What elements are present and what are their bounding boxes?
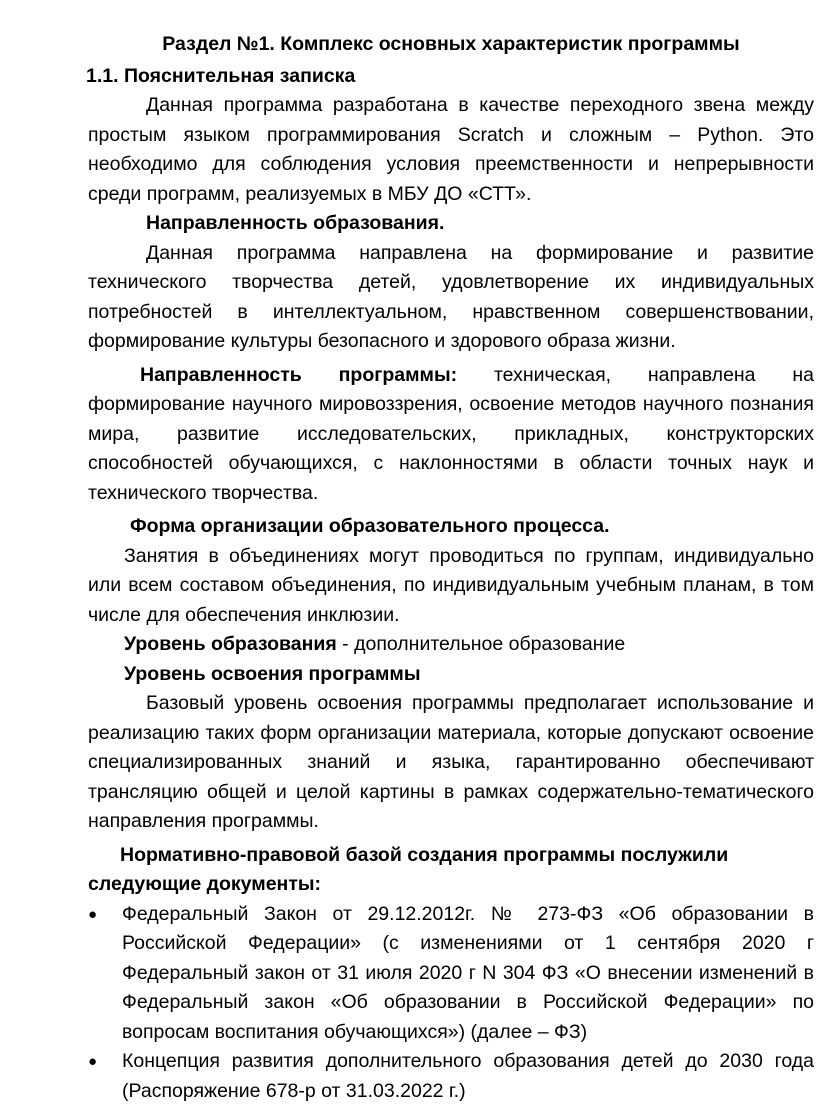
education-level-line bbox=[124, 630, 814, 660]
section-title: Раздел №1. Комплекс основных характеристик программы bbox=[88, 30, 814, 60]
bullet-icon: ● bbox=[88, 1047, 97, 1077]
education-direction-paragraph: Данная программа направлена на формирование и развитие технического творчества детей, удовлетворение их индивидуальных потребностей в интеллектуальном, нравственном совершенствовании, формирование культуры безопасного и здорового образа жизни. bbox=[88, 239, 814, 357]
program-direction-text: техническая, направлена на формирование научного мировоззрения, освоение методов научного познания мира, развитие исследовательских, прикладных, конструкторских способностей обучающихся, с наклонностями в области точных наук и технического творчества. bbox=[88, 364, 814, 504]
mastery-heading: Уровень освоения программы bbox=[124, 660, 814, 690]
subsection-title: 1.1. Пояснительная записка bbox=[86, 62, 814, 92]
intro-paragraph: Данная программа разработана в качестве переходного звена между простым языком программирования Scratch и сложным – Python. Это необходимо для соблюдения условия преемственности и непрерывности среди программ, реализуемых в МБУ ДО «СТТ». bbox=[88, 91, 814, 209]
education-level-label: Уровень образования bbox=[124, 633, 337, 655]
legal-basis-heading: Нормативно-правовой базой создания программы послужили следующие документы: bbox=[88, 841, 814, 900]
document-text: Федеральный Закон от 29.12.2012г. № 273-ФЗ «Об образовании в Российской Федерации» (с изменениями от 1 сентября 2020 г Федеральный закон от 31 июля 2020 г N 304 ФЗ «О внесении изменений в Федеральный закон «Об образовании в Российской Федерации» по вопросам воспитания обучающихся») (далее – ФЗ) bbox=[122, 903, 814, 1043]
document-page bbox=[88, 30, 814, 1106]
form-heading: Форма организации образовательного процесса. bbox=[130, 512, 814, 542]
education-level-text: - дополнительное образование bbox=[337, 633, 625, 655]
bullet-icon: ● bbox=[88, 900, 97, 930]
program-direction-paragraph bbox=[88, 361, 814, 509]
education-direction-heading: Направленность образования. bbox=[146, 209, 814, 239]
documents-list bbox=[88, 900, 814, 1106]
list-item bbox=[88, 1047, 814, 1106]
mastery-paragraph: Базовый уровень освоения программы предполагает использование и реализацию таких форм организации материала, которые допускают освоение специализированных знаний и языка, гарантированно обеспечивают трансляцию общей и целой картины в рамках содержательно-тематического направления программы. bbox=[88, 689, 814, 837]
program-direction-label: Направленность программы: bbox=[140, 364, 457, 386]
list-item bbox=[88, 900, 814, 1048]
form-paragraph: Занятия в объединениях могут проводиться по группам, индивидуально или всем составом объединения, по индивидуальным учебным планам, в том числе для обеспечения инклюзии. bbox=[88, 542, 814, 631]
document-text: Концепция развития дополнительного образования детей до 2030 года (Распоряжение 678-р от 31.03.2022 г.) bbox=[122, 1050, 814, 1102]
